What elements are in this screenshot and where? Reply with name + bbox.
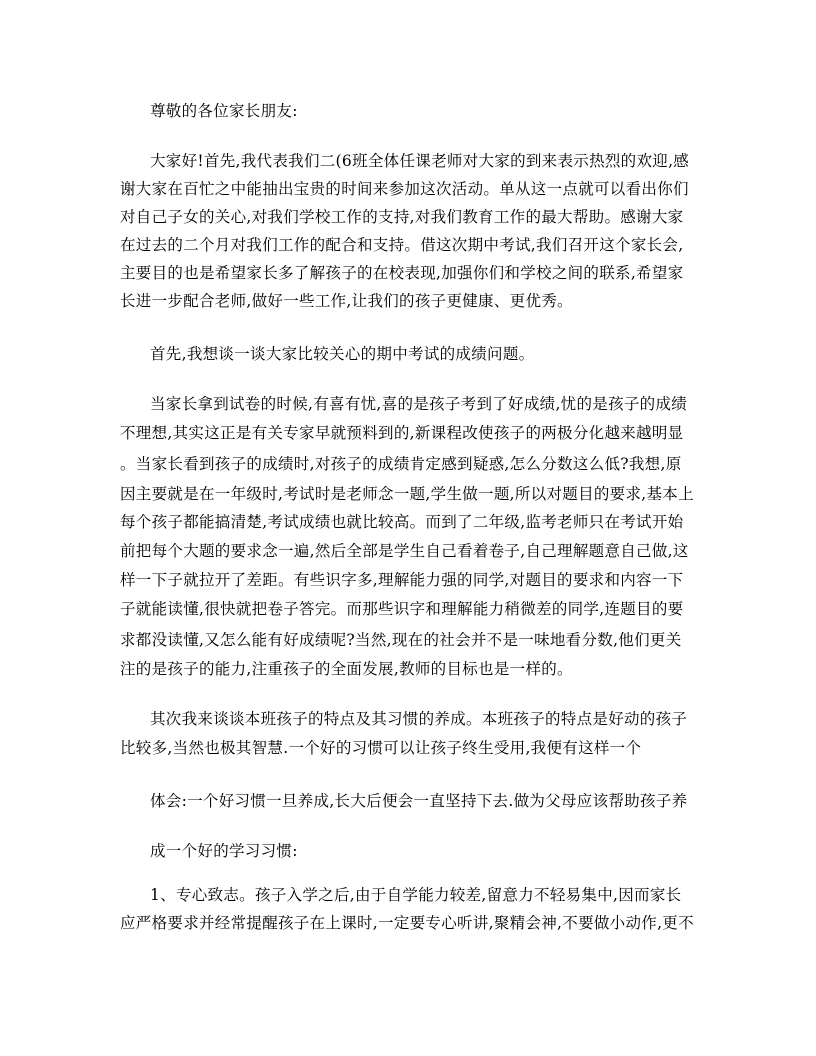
text-line: 。当家长看到孩子的成绩时,对孩子的成绩肯定感到疑惑,怎么分数这么低?我想,原 — [120, 455, 682, 473]
text-line: 应严格要求并经常提醒孩子在上课时,一定要专心听讲,聚精会神,不要做小动作,更不 — [120, 914, 694, 932]
text-line: 样一下子就拉开了差距。有些识字多,理解能力强的同学,对题目的要求和内容一下 — [120, 571, 684, 589]
text-line: 谢大家在百忙之中能抽出宝贵的时间来参加这次活动。单从这一点就可以看出你们 — [120, 180, 689, 198]
text-line: 因主要就是在一年级时,考试时是老师念一题,学生做一题,所以对题目的要求,基本上 — [120, 485, 694, 503]
paragraph-habit: 体会:一个好习惯一旦养成,长大后便会一直坚持下去.做为父母应该帮助孩子养 — [150, 792, 688, 810]
text-line: 前把每个大题的要求念一遍,然后全部是学生自己看着卷子,自己理解题意自己做,这 — [120, 542, 689, 560]
text-line: 注的是孩子的能力,注重孩子的全面发展,教师的目标也是一样的。 — [120, 660, 573, 678]
text-line: 求都没读懂,又怎么能有好成绩呢?当然,现在的社会并不是一味地看分数,他们更关 — [120, 631, 682, 649]
text-line: 大家好!首先,我代表我们二(6班全体任课老师对大家的到来表示热烈的欢迎,感 — [150, 152, 690, 170]
text-line: 对自己子女的关心,对我们学校工作的支持,对我们教育工作的最大帮助。感谢大家 — [120, 208, 684, 226]
text-line: 在过去的二个月对我们工作的配合和支持。借这次期中考试,我们召开这个家长会, — [120, 236, 684, 254]
greeting: 尊敬的各位家长朋友: — [150, 102, 298, 120]
text-line: 子就能读懂,很快就把卷子答完。而那些识字和理解能力稍微差的同学,连题目的要 — [120, 600, 684, 618]
paragraph-exam-topic: 首先,我想谈一谈大家比较关心的期中考试的成绩问题。 — [150, 345, 535, 363]
text-line: 长进一步配合老师,做好一些工作,让我们的孩子更健康、更优秀。 — [120, 292, 573, 310]
text-line: 每个孩子都能搞清楚,考试成绩也就比较高。而到了二年级,监考老师只在考试开始 — [120, 513, 684, 531]
text-line: 主要目的也是希望家长多了解孩子的在校表现,加强你们和学校之间的联系,希望家 — [120, 264, 684, 282]
text-line: 其次我来谈谈本班孩子的特点及其习惯的养成。本班孩子的特点是好动的孩子 — [150, 710, 688, 728]
text-line: 不理想,其实这正是有关专家早就预料到的,新课程改使孩子的两极分化越来越明显 — [120, 424, 684, 442]
paragraph-study-habit: 成一个好的学习习惯: — [150, 842, 298, 860]
text-line: 当家长拿到试卷的时候,有喜有忧,喜的是孩子考到了好成绩,忧的是孩子的成绩 — [150, 395, 688, 413]
text-line: 1、专心致志。孩子入学之后,由于自学能力较差,留意力不轻易集中,因而家长 — [150, 886, 682, 904]
text-line: 比较多,当然也极其智慧.一个好的习惯可以让孩子终生受用,我便有这样一个 — [120, 739, 642, 757]
